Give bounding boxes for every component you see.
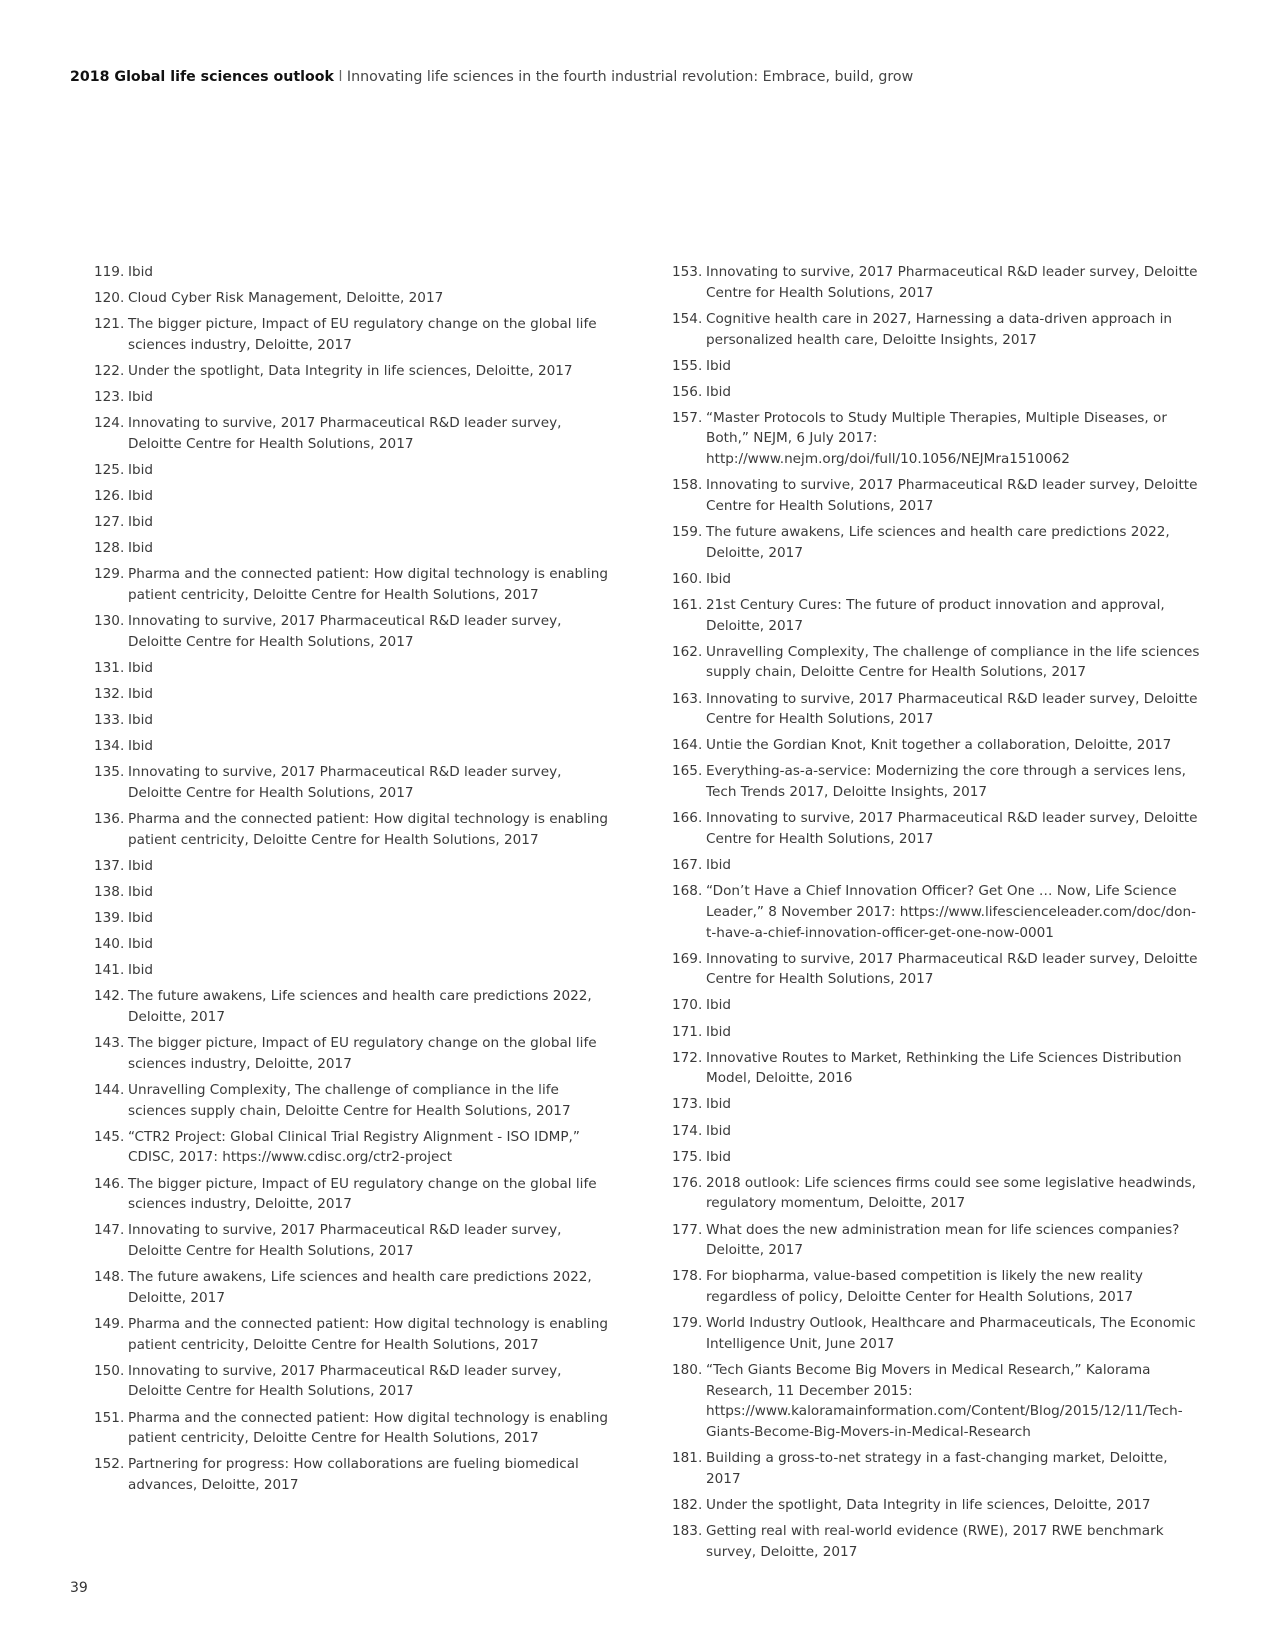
- endnote-text: Pharma and the connected patient: How digital technology is enabling patient centricity, Deloitte Centre for Health Solutions, 2017: [128, 566, 608, 604]
- endnote-number: 172.: [672, 1049, 703, 1066]
- endnote-number: 158.: [672, 477, 703, 494]
- endnote: [672, 595, 1200, 636]
- endnote-number: 137.: [94, 857, 125, 874]
- endnote-text: “Master Protocols to Study Multiple Therapies, Multiple Diseases, or Both,” NEJM, 6 July 2017: http://www.nejm.org/doi/full/10.1056/NEJMra1510062: [706, 409, 1167, 468]
- endnote-text: Ibid: [128, 659, 154, 676]
- endnote: [672, 1048, 1200, 1089]
- endnote: [672, 356, 1200, 377]
- endnote-text: Innovating to survive, 2017 Pharmaceutical R&D leader survey, Deloitte Centre for Health Solutions, 2017: [128, 1222, 562, 1260]
- endnote-text: “Tech Giants Become Big Movers in Medical Research,” Kalorama Research, 11 December 2015: https://www.kaloramainformation.com/Content/Blog/2015/12/11/Tech-Giants-Become-Big-Movers-in-Medical-Research: [706, 1361, 1183, 1440]
- endnote: [672, 1121, 1200, 1142]
- page-number: 39: [70, 1580, 88, 1596]
- endnote: [94, 710, 609, 731]
- endnote: [94, 413, 609, 454]
- endnote-number: 126.: [94, 488, 125, 505]
- endnote-text: “Don’t Have a Chief Innovation Officer? Get One … Now, Life Science Leader,” 8 November 2017: https://www.lifescienceleader.com/doc/don-t-have-a-chief-innovation-officer-get-one-now-0001: [706, 883, 1197, 941]
- endnote-text: Ibid: [128, 488, 154, 505]
- endnote-text: Innovating to survive, 2017 Pharmaceutical R&D leader survey, Deloitte Centre for Health Solutions, 2017: [706, 810, 1198, 847]
- endnote-text: For biopharma, value-based competition is likely the new reality regardless of policy, Deloitte Center for Health Solutions, 2017: [706, 1268, 1143, 1305]
- endnote: [672, 382, 1200, 403]
- endnote-text: Ibid: [706, 1122, 732, 1139]
- endnote: [94, 1080, 609, 1121]
- endnote-number: 125.: [94, 461, 125, 478]
- endnote: [94, 538, 609, 559]
- endnote: [94, 1174, 609, 1215]
- endnote: [94, 262, 609, 283]
- endnote-number: 141.: [94, 962, 125, 979]
- endnote-text: Ibid: [706, 570, 732, 587]
- endnote-number: 150.: [94, 1362, 125, 1379]
- endnote: [672, 881, 1200, 943]
- endnote: [94, 1220, 609, 1261]
- endnote-number: 148.: [94, 1269, 125, 1286]
- endnote-number: 135.: [94, 764, 125, 781]
- endnote-number: 133.: [94, 712, 125, 729]
- endnote-number: 120.: [94, 290, 125, 307]
- endnote: [94, 314, 609, 355]
- endnote: [672, 1147, 1200, 1168]
- endnote-number: 181.: [672, 1450, 703, 1467]
- endnote-number: 171.: [672, 1023, 703, 1040]
- endnote: [672, 995, 1200, 1016]
- endnote: [94, 809, 609, 850]
- endnote-text: Getting real with real-world evidence (RWE), 2017 RWE benchmark survey, Deloitte, 2017: [706, 1522, 1164, 1560]
- endnote-number: 177.: [672, 1221, 703, 1238]
- endnote-number: 145.: [94, 1128, 125, 1145]
- endnote-text: Ibid: [128, 686, 154, 703]
- endnote: [672, 309, 1200, 350]
- endnote-number: 146.: [94, 1175, 125, 1192]
- endnote-number: 123.: [94, 389, 125, 406]
- endnote-number: 143.: [94, 1035, 125, 1052]
- endnote-number: 179.: [672, 1315, 703, 1332]
- endnote: [94, 1408, 609, 1449]
- endnote: [672, 1173, 1200, 1214]
- endnote: [94, 486, 609, 507]
- endnote: [672, 1448, 1200, 1489]
- endnote-number: 180.: [672, 1361, 703, 1378]
- endnote: [672, 689, 1200, 730]
- endnote-number: 139.: [94, 910, 125, 927]
- endnote-number: 178.: [672, 1268, 703, 1285]
- endnote-number: 155.: [672, 357, 703, 374]
- endnotes-right-column: [672, 262, 1200, 1568]
- endnote-number: 163.: [672, 690, 703, 707]
- endnote-text: Ibid: [128, 514, 154, 531]
- endnote: [94, 288, 609, 309]
- endnote: [672, 569, 1200, 590]
- endnote-number: 174.: [672, 1122, 703, 1139]
- endnote-number: 168.: [672, 883, 703, 900]
- endnote-number: 121.: [94, 316, 125, 333]
- endnote-text: Ibid: [128, 857, 154, 874]
- endnote: [94, 361, 609, 382]
- endnote: [94, 882, 609, 903]
- endnote-text: Under the spotlight, Data Integrity in life sciences, Deloitte, 2017: [706, 1496, 1151, 1513]
- endnote: [672, 475, 1200, 516]
- endnote-number: 151.: [94, 1409, 125, 1426]
- endnote-text: Building a gross-to-net strategy in a fast-changing market, Deloitte, 2017: [706, 1450, 1168, 1487]
- report-title: 2018 Global life sciences outlook: [70, 69, 334, 85]
- endnote-text: Ibid: [706, 997, 732, 1014]
- endnote-text: Innovating to survive, 2017 Pharmaceutical R&D leader survey, Deloitte Centre for Health Solutions, 2017: [706, 950, 1198, 988]
- endnote-text: Innovating to survive, 2017 Pharmaceutical R&D leader survey, Deloitte Centre for Health Solutions, 2017: [128, 764, 562, 802]
- endnote-text: Everything-as-a-service: Modernizing the core through a services lens, Tech Trends 2017, Deloitte Insights, 2017: [706, 763, 1186, 801]
- endnote-number: 122.: [94, 362, 125, 379]
- endnote-text: 2018 outlook: Life sciences firms could see some legislative headwinds, regulatory momentum, Deloitte, 2017: [706, 1174, 1196, 1212]
- endnote-number: 119.: [94, 264, 125, 280]
- endnote-number: 129.: [94, 566, 125, 583]
- endnote-text: Unravelling Complexity, The challenge of compliance in the life sciences supply chain, Deloitte Centre for Health Solutions, 2017: [128, 1081, 571, 1119]
- endnote-number: 140.: [94, 936, 125, 953]
- endnote-number: 138.: [94, 884, 125, 900]
- endnote-text: Unravelling Complexity, The challenge of compliance in the life sciences supply chain, Deloitte Centre for Health Solutions, 2017: [706, 643, 1200, 681]
- endnote-text: Innovating to survive, 2017 Pharmaceutical R&D leader survey, Deloitte Centre for Health Solutions, 2017: [128, 613, 562, 650]
- endnote: [94, 1267, 609, 1308]
- endnote-text: Ibid: [128, 389, 154, 406]
- endnote-text: Cloud Cyber Risk Management, Deloitte, 2017: [128, 290, 444, 307]
- endnote-number: 159.: [672, 524, 703, 541]
- endnote-text: Ibid: [128, 884, 154, 900]
- endnotes-left-column: [94, 262, 609, 1501]
- endnote-text: Pharma and the connected patient: How digital technology is enabling patient centricity, Deloitte Centre for Health Solutions, 2017: [128, 1409, 608, 1447]
- endnote-text: Innovative Routes to Market, Rethinking the Life Sciences Distribution Model, Deloitte, 2016: [706, 1049, 1182, 1087]
- endnote: [94, 1361, 609, 1402]
- endnote-number: 134.: [94, 738, 125, 755]
- endnote: [94, 1033, 609, 1074]
- endnote-text: Under the spotlight, Data Integrity in life sciences, Deloitte, 2017: [128, 362, 573, 379]
- endnote-number: 124.: [94, 415, 125, 432]
- endnote-number: 136.: [94, 811, 125, 828]
- endnote-number: 142.: [94, 988, 125, 1005]
- endnote: [672, 1094, 1200, 1115]
- endnote-text: The future awakens, Life sciences and health care predictions 2022, Deloitte, 2017: [128, 1269, 592, 1306]
- endnote-text: Pharma and the connected patient: How digital technology is enabling patient centricity, Deloitte Centre for Health Solutions, 2017: [128, 811, 608, 848]
- endnote-number: 169.: [672, 950, 703, 967]
- endnote-text: 21st Century Cures: The future of product innovation and approval, Deloitte, 2017: [706, 596, 1165, 634]
- endnote-text: Ibid: [128, 910, 154, 927]
- endnote: [672, 1521, 1200, 1562]
- endnote-number: 154.: [672, 310, 703, 327]
- endnote-number: 132.: [94, 686, 125, 703]
- endnote: [94, 684, 609, 705]
- endnote-text: The bigger picture, Impact of EU regulatory change on the global life sciences industry, Deloitte, 2017: [128, 1035, 597, 1072]
- endnote-text: Ibid: [128, 936, 154, 953]
- endnote-text: Ibid: [128, 962, 154, 979]
- endnote-text: “CTR2 Project: Global Clinical Trial Registry Alignment - ISO IDMP,” CDISC, 2017: https://www.cdisc.org/ctr2-project: [128, 1128, 580, 1166]
- endnote-text: World Industry Outlook, Healthcare and Pharmaceuticals, The Economic Intelligence Unit, June 2017: [706, 1315, 1196, 1352]
- endnote: [672, 1495, 1200, 1516]
- endnote-text: Ibid: [706, 1023, 732, 1040]
- endnote-number: 183.: [672, 1522, 703, 1539]
- endnote: [672, 262, 1200, 303]
- endnote-number: 152.: [94, 1456, 125, 1473]
- endnote-text: Ibid: [706, 1148, 732, 1165]
- endnote: [94, 762, 609, 803]
- endnote-number: 127.: [94, 514, 125, 531]
- endnote: [94, 986, 609, 1027]
- endnote-number: 128.: [94, 540, 125, 557]
- endnote-number: 167.: [672, 857, 703, 874]
- endnote-text: Ibid: [128, 461, 154, 478]
- endnote-text: Partnering for progress: How collaborations are fueling biomedical advances, Deloitte, 2017: [128, 1456, 579, 1494]
- endnote-number: 164.: [672, 737, 703, 754]
- endnote: [672, 408, 1200, 470]
- endnote-text: Innovating to survive, 2017 Pharmaceutical R&D leader survey, Deloitte Centre for Health Solutions, 2017: [706, 690, 1198, 728]
- endnote: [94, 1314, 609, 1355]
- endnote-number: 147.: [94, 1222, 125, 1239]
- endnote: [94, 908, 609, 929]
- endnote: [94, 1127, 609, 1168]
- endnote-text: Innovating to survive, 2017 Pharmaceutical R&D leader survey, Deloitte Centre for Health Solutions, 2017: [128, 1362, 562, 1400]
- endnote: [672, 1360, 1200, 1443]
- endnote: [94, 856, 609, 877]
- endnote-text: Ibid: [128, 264, 154, 280]
- endnote-number: 130.: [94, 613, 125, 630]
- endnote-text: Ibid: [706, 383, 732, 400]
- endnote-text: Ibid: [128, 712, 154, 729]
- endnote: [94, 611, 609, 652]
- endnote-number: 156.: [672, 383, 703, 400]
- endnote-text: The future awakens, Life sciences and health care predictions 2022, Deloitte, 2017: [128, 988, 592, 1026]
- endnote-text: What does the new administration mean for life sciences companies? Deloitte, 2017: [706, 1221, 1180, 1259]
- endnote-text: Ibid: [706, 1096, 732, 1113]
- endnote-number: 165.: [672, 763, 703, 780]
- endnote-text: Ibid: [706, 357, 732, 374]
- endnote-number: 170.: [672, 997, 703, 1014]
- report-subtitle: Innovating life sciences in the fourth industrial revolution: Embrace, build, grow: [346, 69, 914, 85]
- endnote-number: 173.: [672, 1096, 703, 1113]
- endnote-number: 160.: [672, 570, 703, 587]
- endnote: [672, 1266, 1200, 1307]
- endnote: [672, 735, 1200, 756]
- endnote-number: 153.: [672, 264, 703, 280]
- endnote: [672, 1022, 1200, 1043]
- endnote-number: 131.: [94, 659, 125, 676]
- endnote: [672, 761, 1200, 802]
- endnote-text: Innovating to survive, 2017 Pharmaceutical R&D leader survey, Deloitte Centre for Health Solutions, 2017: [706, 477, 1198, 514]
- endnote-number: 175.: [672, 1148, 703, 1165]
- endnote: [94, 736, 609, 757]
- endnote-number: 176.: [672, 1174, 703, 1191]
- endnote-text: The bigger picture, Impact of EU regulatory change on the global life sciences industry, Deloitte, 2017: [128, 316, 597, 353]
- endnote-text: Ibid: [706, 857, 732, 874]
- endnote-number: 149.: [94, 1315, 125, 1332]
- endnote: [672, 642, 1200, 683]
- endnote-text: Ibid: [128, 540, 154, 557]
- endnote: [94, 1454, 609, 1495]
- endnote: [672, 808, 1200, 849]
- endnote: [94, 934, 609, 955]
- endnote: [672, 1220, 1200, 1261]
- endnote: [94, 960, 609, 981]
- endnote: [94, 460, 609, 481]
- endnote-number: 162.: [672, 643, 703, 660]
- endnote: [672, 949, 1200, 990]
- endnote-number: 157.: [672, 409, 703, 426]
- endnote: [94, 387, 609, 408]
- endnote-text: The future awakens, Life sciences and health care predictions 2022, Deloitte, 2017: [706, 524, 1170, 561]
- page-header: [70, 67, 1210, 87]
- endnote-number: 161.: [672, 596, 703, 613]
- endnote-text: Innovating to survive, 2017 Pharmaceutical R&D leader survey, Deloitte Centre for Health Solutions, 2017: [128, 415, 562, 452]
- endnote-text: Innovating to survive, 2017 Pharmaceutical R&D leader survey, Deloitte Centre for Health Solutions, 2017: [706, 264, 1198, 301]
- endnote-text: Ibid: [128, 738, 154, 755]
- endnote: [94, 658, 609, 679]
- endnote-number: 144.: [94, 1081, 125, 1098]
- header-separator: l: [333, 69, 347, 85]
- endnote: [672, 855, 1200, 876]
- endnote-number: 166.: [672, 810, 703, 827]
- endnote: [672, 522, 1200, 563]
- endnote-number: 182.: [672, 1496, 703, 1513]
- endnote: [94, 512, 609, 533]
- endnote-text: The bigger picture, Impact of EU regulatory change on the global life sciences industry, Deloitte, 2017: [128, 1175, 597, 1213]
- endnote: [94, 564, 609, 605]
- endnote: [672, 1313, 1200, 1354]
- endnote-text: Untie the Gordian Knot, Knit together a collaboration, Deloitte, 2017: [706, 737, 1172, 754]
- endnote-text: Pharma and the connected patient: How digital technology is enabling patient centricity, Deloitte Centre for Health Solutions, 2017: [128, 1315, 608, 1353]
- endnote-text: Cognitive health care in 2027, Harnessing a data-driven approach in personalized health care, Deloitte Insights, 2017: [706, 310, 1172, 348]
